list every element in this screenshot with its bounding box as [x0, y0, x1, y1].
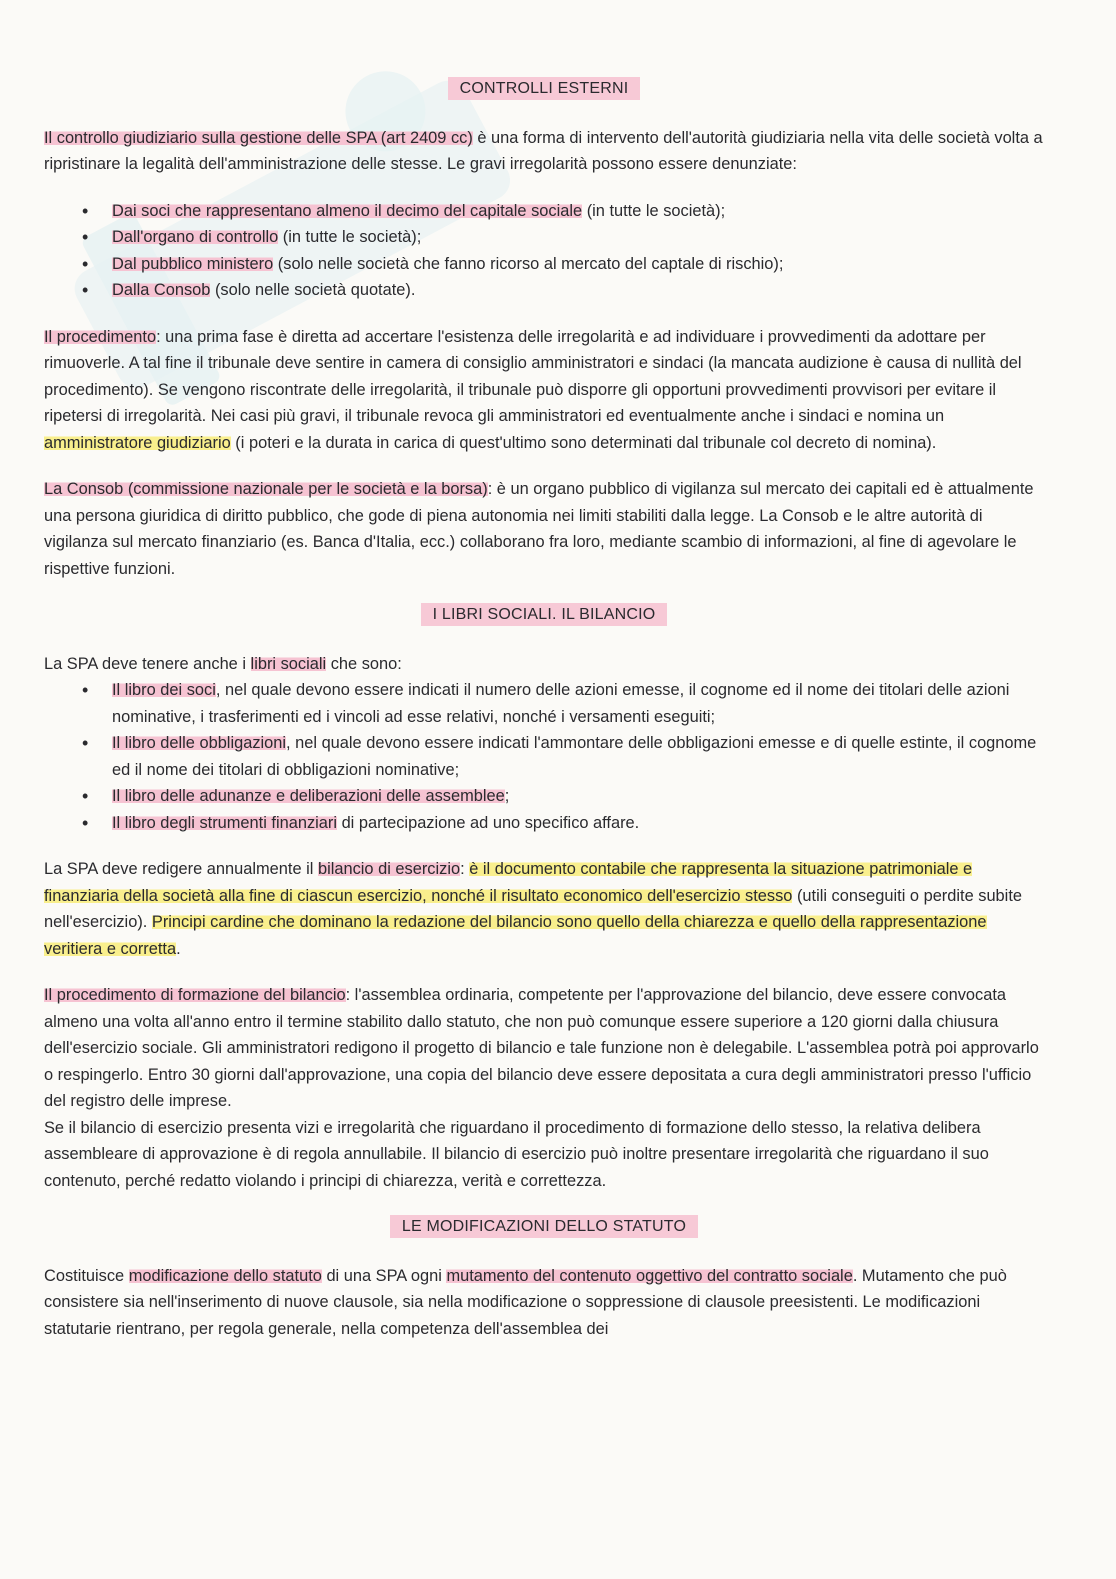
paragraph-bilancio: La SPA deve redigere annualmente il bilancio di esercizio: è il documento contabile che rappresenta la situazione patrimoniale e finanziaria della società alla fine di ciascun esercizio, nonché il risultato economico dell'esercizio stesso (utili conseguiti o perdite subite nell'esercizio). Principi cardine che dominano la redazione del bilancio sono quello della chiarezza e quello della rappresentazione veritiera e corretta.	[44, 860, 1022, 958]
heading-modificazioni-statuto: LE MODIFICAZIONI DELLO STATUTO	[44, 1214, 1044, 1241]
list-item: • Il libro degli strumenti finanziari di partecipazione ad uno specifico affare.	[112, 810, 1044, 837]
paragraph-modificazioni: Costituisce modificazione dello statuto di una SPA ogni mutamento del contenuto oggettivo del contratto sociale. Mutamento che può consistere sia nell'inserimento di nuove clausole, sia nella modificazione o soppressione di clausole preesistenti. Le modificazioni statutarie rientrano, per regola generale, nella competenza dell'assemblea dei	[44, 1266, 1007, 1338]
paragraph-controllo-giudiziario: Il controllo giudiziario sulla gestione delle SPA (art 2409 cc) è una forma di intervento dell'autorità giudiziaria nella vita delle società volta a ripristinare la legalità dell'amministrazione delle stesse. Le gravi irregolarità possono essere denunziate:	[44, 128, 1043, 173]
paragraph-procedimento: Il procedimento: una prima fase è diretta ad accertare l'esistenza delle irregolarità e ad individuare i provvedimenti da adottare per rimuoverle. A tal fine il tribunale deve sentire in camera di consiglio amministratori e sindaci (la mancata audizione è causa di nullità del procedimento). Se vengono riscontrate delle irregolarità, il tribunale può disporre gli opportuni provvedimenti provvisori per evitare il ripetersi di irregolarità. Nei casi più gravi, il tribunale revoca gli amministratori ed eventualmente anche i sindaci e nomina un amministratore giudiziario (i poteri e la durata in carica di quest'ultimo sono determinati dal tribunale col decreto di nomina).	[44, 327, 1022, 452]
list-item: • Dal pubblico ministero (solo nelle società che fanno ricorso al mercato del captale di rischio);	[112, 251, 1044, 278]
paragraph-libri-intro: La SPA deve tenere anche i libri sociali che sono:	[44, 654, 402, 673]
list-item: • Dall'organo di controllo (in tutte le società);	[112, 224, 1044, 251]
list-denunzianti	[44, 198, 1044, 304]
list-item: • Dalla Consob (solo nelle società quotate).	[112, 277, 1044, 304]
list-item: • Dai soci che rappresentano almeno il decimo del capitale sociale (in tutte le società);	[112, 198, 1044, 225]
paragraph-formazione-bilancio: Il procedimento di formazione del bilancio: l'assemblea ordinaria, competente per l'approvazione del bilancio, deve essere convocata almeno una volta all'anno entro il termine stabilito dallo statuto, che non può comunque essere superiore a 120 giorni dalla chiusura dell'esercizio sociale. Gli amministratori redigono il progetto di bilancio e tale funzione non è delegabile. L'assemblea potrà poi approvarlo o respingerlo. Entro 30 giorni dall'approvazione, una copia del bilancio deve essere depositata a cura degli amministratori presso l'ufficio del registro delle imprese.	[44, 986, 1039, 1110]
paragraph-vizi-bilancio: Se il bilancio di esercizio presenta vizi e irregolarità che riguardano il procedimento di formazione dello stesso, la relativa delibera assembleare di approvazione è di regola annullabile. Il bilancio di esercizio può inoltre presentare irregolarità che riguardano il suo contenuto, perché redatto violando i principi di chiarezza, verità e correttezza.	[44, 1118, 989, 1190]
heading-libri-sociali: I LIBRI SOCIALI. IL BILANCIO	[44, 602, 1044, 629]
document-body	[44, 76, 1044, 1362]
paragraph-consob: La Consob (commissione nazionale per le società e la borsa): è un organo pubblico di vigilanza sul mercato dei capitali ed è attualmente una persona giuridica di diritto pubblico, che gode di piena autonomia nei limiti stabiliti dalla legge. La Consob e le altre autorità di vigilanza sul mercato finanziario (es. Banca d'Italia, ecc.) collaborano fra loro, mediante scambio di informazioni, al fine di agevolare le rispettive funzioni.	[44, 480, 1034, 578]
list-item: • Il libro dei soci, nel quale devono essere indicati il numero delle azioni emesse, il cognome ed il nome dei titolari delle azioni nominative, i trasferimenti ed i vincoli ad esse relativi, nonché i versamenti eseguiti;	[112, 677, 1044, 730]
list-item: • Il libro delle adunanze e deliberazioni delle assemblee;	[112, 783, 1044, 810]
list-item: • Il libro delle obbligazioni, nel quale devono essere indicati l'ammontare delle obbligazioni emesse e di quelle estinte, il cognome ed il nome dei titolari di obbligazioni nominative;	[112, 730, 1044, 783]
heading-controlli-esterni: CONTROLLI ESTERNI	[44, 76, 1044, 103]
list-libri-sociali	[44, 677, 1044, 836]
highlight-controllo-giudiziario: Il controllo giudiziario sulla gestione delle SPA (art 2409 cc)	[44, 128, 473, 147]
